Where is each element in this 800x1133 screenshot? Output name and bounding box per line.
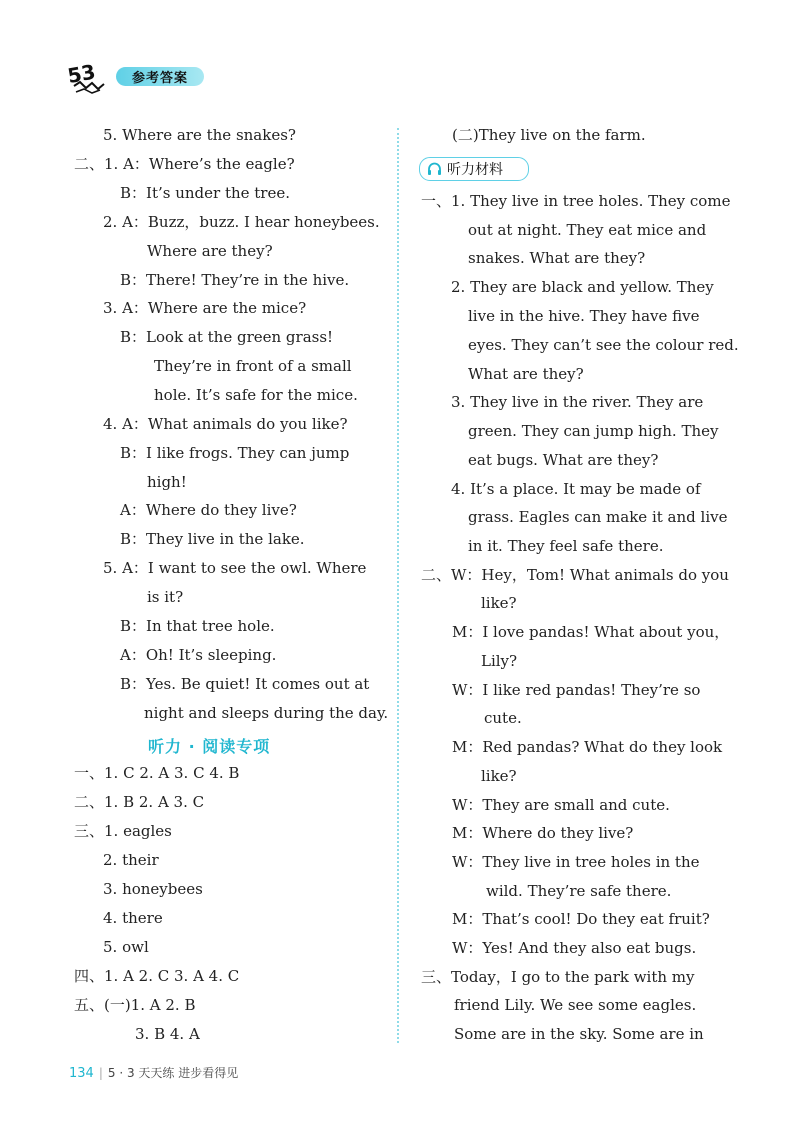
text-line: M：Where do they live? — [452, 824, 634, 842]
text-line: W：They are small and cute. — [452, 796, 670, 814]
footer-separator: | — [98, 1066, 103, 1080]
text-line: wild. They’re safe there. — [486, 882, 672, 900]
answer-line: 3. B 4. A — [135, 1025, 200, 1043]
text-line: A：Where do they live? — [120, 501, 297, 519]
text-line: like? — [481, 594, 517, 612]
answer-line: 5. owl — [103, 938, 149, 956]
section-title: 听力 · 阅读专项 — [148, 737, 271, 756]
text-line: What are they? — [468, 365, 584, 383]
text-line: eyes. They can’t see the colour red. — [468, 336, 739, 354]
text-line: 2. A：Buzz，buzz. I hear honeybees. — [103, 213, 380, 231]
text-line: Where are they? — [147, 242, 273, 260]
column-divider — [397, 128, 399, 1043]
text-line: 二、W：Hey，Tom! What animals do you — [421, 566, 729, 584]
text-line: W：Yes! And they also eat bugs. — [452, 939, 697, 957]
svg-text:53: 53 — [66, 59, 98, 88]
text-line: 4. A：What animals do you like? — [103, 415, 348, 433]
text-line: 5. Where are the snakes? — [103, 126, 296, 144]
text-line: is it? — [147, 588, 184, 606]
page-footer — [69, 1064, 238, 1081]
answer-line: 三、1. eagles — [74, 822, 172, 840]
answer-line: 3. honeybees — [103, 880, 203, 898]
text-line: 二、1. A：Where’s the eagle? — [74, 155, 295, 173]
answer-line: 五、(一)1. A 2. B — [74, 996, 196, 1014]
text-line: B：There! They’re in the hive. — [120, 271, 350, 289]
answer-line: 2. their — [103, 851, 159, 869]
text-line: in it. They feel safe there. — [468, 537, 664, 555]
answer-line: 一、1. C 2. A 3. C 4. B — [74, 764, 240, 782]
headphones-icon — [427, 162, 442, 176]
text-line: grass. Eagles can make it and live — [468, 508, 728, 526]
text-line: high! — [147, 473, 187, 491]
text-line: live in the hive. They have five — [468, 307, 700, 325]
answer-key-badge: 参考答案 — [116, 67, 204, 86]
text-line: 2. They are black and yellow. They — [451, 278, 714, 296]
text-line: M：That’s cool! Do they eat fruit? — [452, 910, 710, 928]
text-line: 4. It’s a place. It may be made of — [451, 480, 701, 498]
text-line: B：They live in the lake. — [120, 530, 305, 548]
text-line: friend Lily. We see some eagles. — [454, 996, 697, 1014]
text-line: B：Look at the green grass! — [120, 328, 334, 346]
text-line: They’re in front of a small — [154, 357, 352, 375]
text-line: 一、1. They live in tree holes. They come — [421, 192, 731, 210]
text-line: like? — [481, 767, 517, 785]
answer-line: 二、1. B 2. A 3. C — [74, 793, 205, 811]
text-line: cute. — [484, 709, 522, 727]
text-line: B：Yes. Be quiet! It comes out at — [120, 675, 370, 693]
text-line: snakes. What are they? — [468, 249, 646, 267]
text-line: W：I like red pandas! They’re so — [452, 681, 701, 699]
text-line: B：I like frogs. They can jump — [120, 444, 350, 462]
text-line: green. They can jump high. They — [468, 422, 719, 440]
text-line: 3. They live in the river. They are — [451, 393, 704, 411]
text-line: Some are in the sky. Some are in — [454, 1025, 704, 1043]
text-line: M：I love pandas! What about you， — [452, 623, 730, 641]
page-number: 134 — [69, 1066, 94, 1081]
text-line: W：They live in tree holes in the — [452, 853, 700, 871]
text-line: A：Oh! It’s sleeping. — [120, 646, 277, 664]
text-line: hole. It’s safe for the mice. — [154, 386, 358, 404]
text-line: 5. A：I want to see the owl. Where — [103, 559, 367, 577]
text-line: eat bugs. What are they? — [468, 451, 659, 469]
listening-material-label: 听力材料 — [447, 162, 503, 178]
text-line: out at night. They eat mice and — [468, 221, 707, 239]
text-line: M：Red pandas? What do they look — [452, 738, 723, 756]
text-line: Lily? — [481, 652, 518, 670]
listening-material-tag — [419, 157, 529, 181]
answer-line: 4. there — [103, 909, 163, 927]
answer-line: 四、1. A 2. C 3. A 4. C — [74, 967, 240, 985]
book-logo — [66, 56, 116, 96]
text-line: 三、Today，I go to the park with my — [421, 968, 695, 986]
text-line: B：It’s under the tree. — [120, 184, 291, 202]
book-slogan: 5 · 3 天天练 进步看得见 — [107, 1066, 239, 1080]
text-line: 3. A：Where are the mice? — [103, 299, 307, 317]
text-line: night and sleeps during the day. — [144, 704, 389, 722]
text-line: (二)They live on the farm. — [452, 126, 646, 144]
text-line: B：In that tree hole. — [120, 617, 275, 635]
